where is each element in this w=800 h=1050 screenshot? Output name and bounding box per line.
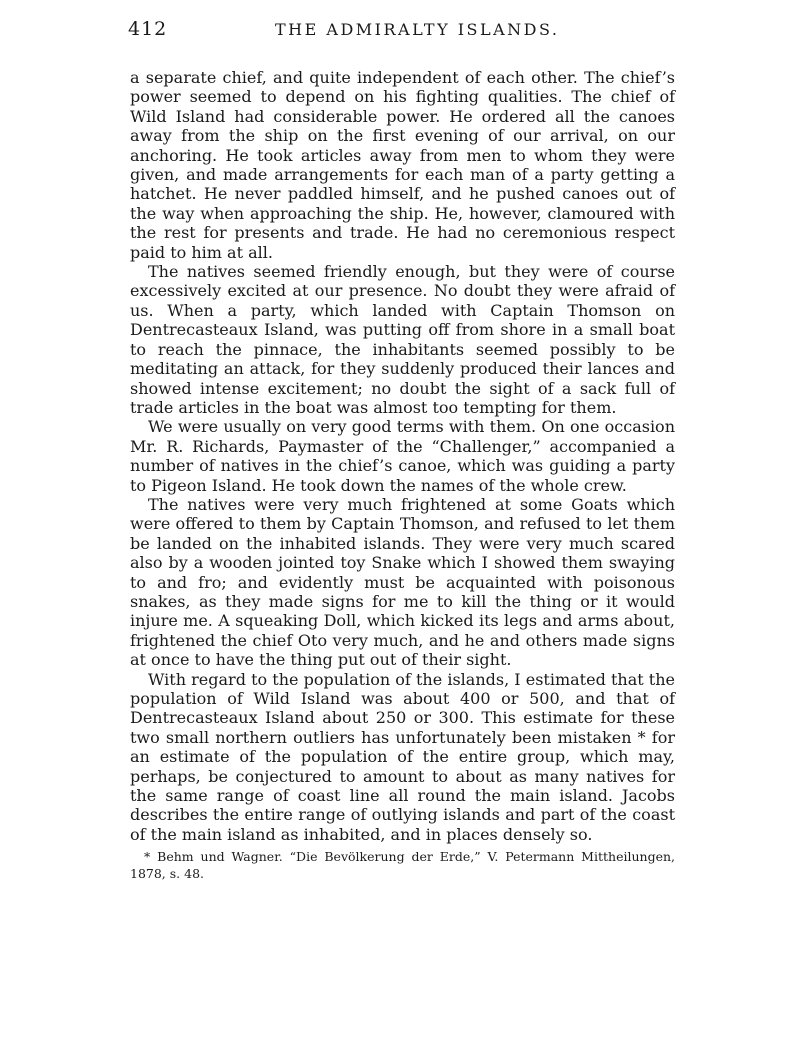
paragraph-good-terms: We were usually on very good terms with them. On one occasion Mr. R. Richards, Paymaster of the “Challenger,” accompanied a number of natives in the chief’s canoe, which was guiding a party to Pigeon Island. He took down the names of the whole crew. xyxy=(130,417,675,495)
paragraph-population: With regard to the population of the islands, I estimated that the population of Wild Island was about 400 or 500, and that of Dentrecasteaux Island about 250 or 300. This estimate for these two small northern outliers has unfortunately been mistaken * for an estimate of the population of the entire group, which may, perhaps, be conjectured to amount to about as many natives for the same range of coast line all round the main island. Jacobs describes the entire range of outlying islands and part of the coast of the main island as inhabited, and in places densely so. xyxy=(130,669,675,844)
paragraph-frightened-goats: The natives were very much frightened at some Goats which were offered to them by Captain Thomson, and refused to let them be landed on the inhabited islands. They were very much scared also by a wooden jointed toy Snake which I showed them swaying to and fro; and evidently must be acquainted with poisonous snakes, as they made signs for me to kill the thing or it would injure me. A squeaking Doll, which kicked its legs and arms about, frightened the chief Oto very much, and he and others made signs at once to have the thing put out of their sight. xyxy=(130,494,675,670)
body-text xyxy=(130,68,675,844)
paragraph-natives-friendly: The natives seemed friendly enough, but they were of course excessively excited at our presence. No doubt they were afraid of us. When a party, which landed with Captain Thomson on Dentrecasteaux Island, was putting off from shore in a small boat to reach the pinnace, the inhabitants seemed possibly to be meditating an attack, for they suddenly produced their lances and showed intense excitement; no doubt the sight of a sack full of trade articles in the boat was almost too tempting for them. xyxy=(130,262,675,417)
book-page xyxy=(130,18,675,882)
page-number: 412 xyxy=(128,18,168,40)
running-head xyxy=(130,18,675,46)
paragraph-chief-power: a separate chief, and quite independent of each other. The chief’s power seemed to depend on his fighting qualities. The chief of Wild Island had considerable power. He ordered all the canoes away from the ship on the first evening of our arrival, on our anchoring. He took articles away from men to whom they were given, and made arrangements for each man of a party getting a hatchet. He never paddled himself, and he pushed canoes out of the way when approaching the ship. He, however, clamoured with the rest for presents and trade. He had no ceremonious respect paid to him at all. xyxy=(130,68,675,262)
running-title: THE ADMIRALTY ISLANDS. xyxy=(275,20,560,39)
footnote: * Behm und Wagner. “Die Bevölkerung der Erde,” V. Petermann Mittheilungen, 1878, s. 48. xyxy=(130,849,675,882)
